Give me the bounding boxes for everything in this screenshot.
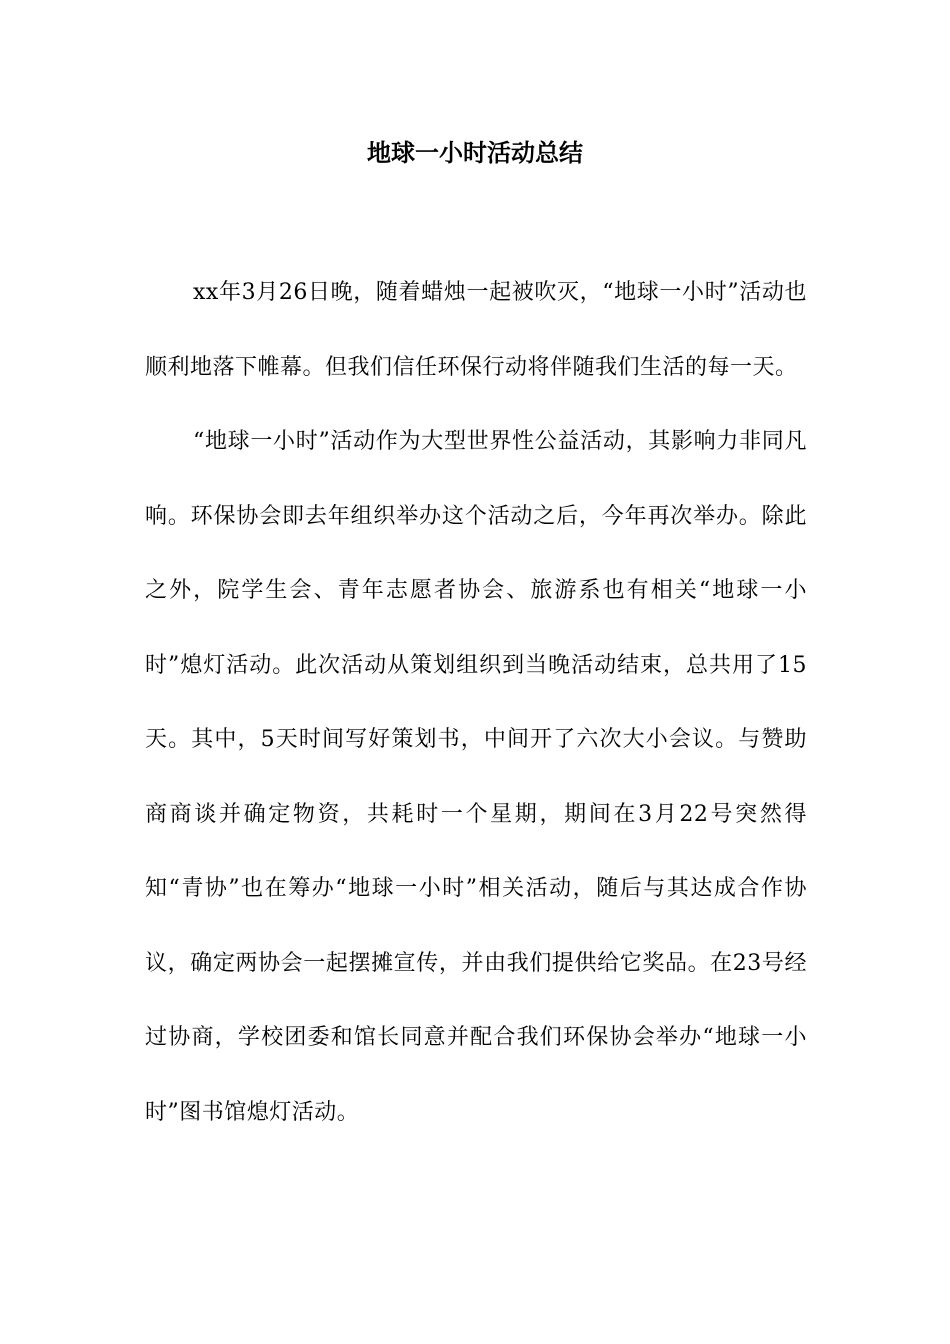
paragraph-1: xx年3月26日晚，随着蜡烛一起被吹灭，“地球一小时”活动也顺利地落下帷幕。但我们信任环保行动将伴随我们生活的每一天。 [145,280,807,380]
document-title: 地球一小时活动总结 [367,138,583,167]
document-body [145,256,807,1150]
paragraph-2: “地球一小时”活动作为大型世界性公益活动，其影响力非同凡响。环保协会即去年组织举办这个活动之后，今年再次举办。除此之外，院学生会、青年志愿者协会、旅游系也有相关“地球一小时”熄灯活动。此次活动从策划组织到当晚活动结束，总共用了15天。其中，5天时间写好策划书，中间开了六次大小会议。与赞助商商谈并确定物资，共耗时一个星期，期间在3月22号突然得知“青协”也在筹办“地球一小时”相关活动，随后与其达成合作协议，确定两协会一起摆摊宣传，并由我们提供给它奖品。在23号经过协商，学校团委和馆长同意并配合我们环保协会举办“地球一小时”图书馆熄灯活动。 [145,429,807,1125]
